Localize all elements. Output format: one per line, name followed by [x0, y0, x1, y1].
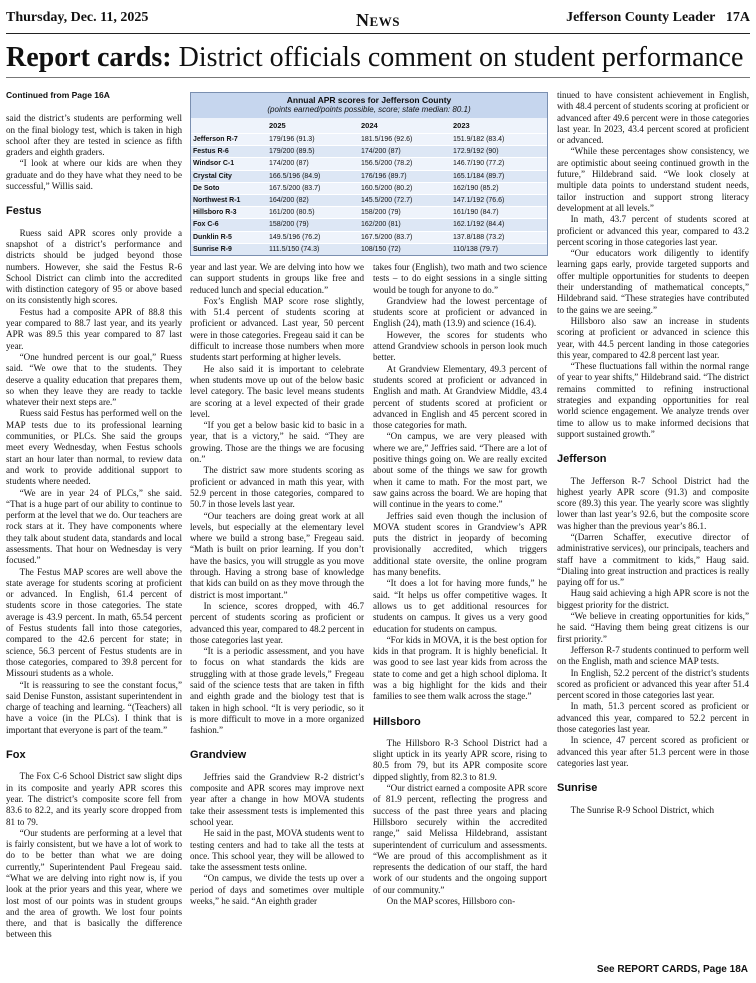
- score-2024-cell: 158/200 (79): [361, 209, 401, 217]
- article-paragraph: Grandview had the lowest percentage of students score at proficient or advanced in English (24), math (13.9) and science (16.4).: [373, 295, 547, 329]
- article-paragraph: “We are in year 24 of PLCs,” she said. “That is a huge part of our ability to continue to perform at the level that we do. Our teachers are rock stars at it. They have components where they talk about student data, standards and local assessments. That hour on Wednesday is very focused.”: [6, 487, 182, 566]
- article-paragraph: Ruess said APR scores only provide a snapshot of a district’s performance and districts should be judged beyond those numbers. However, she said the Festus R-6 School District can climb into the accredited with distinction category of 95 or above based on its consistently high scores.: [6, 227, 182, 306]
- article-paragraph: “One hundred percent is our goal,” Ruess said. “We owe that to the students. They deserve a quality education that prepares them, so when they leave they are ready to tackle whatever their next steps are.”: [6, 351, 182, 408]
- score-2023-cell: 162.1/192 (84.4): [453, 221, 505, 229]
- continued-from: Continued from Page 16A: [6, 90, 110, 100]
- article-paragraph: In math, 43.7 percent of students scored at proficient or advanced this year, compared to 43.2 percent scoring in those categories last year.: [557, 214, 749, 247]
- district-cell: Crystal City: [193, 172, 232, 180]
- score-2024-cell: 167.5/200 (83.7): [361, 233, 413, 241]
- article-column-2: [190, 262, 364, 907]
- year-2023-header: 2023: [453, 121, 470, 130]
- table-row: [191, 243, 547, 255]
- article-paragraph: “On campus, we are very pleased with where we are,” Jeffries said. “There are a lot of positive things going on. We are really excited about some of the things we saw for growth when it came to math. For the most part, we saw gains across the board. We are hoping that will continue in the years to come.”: [373, 431, 547, 510]
- article-paragraph: “(Darren Schaffer, executive director of administrative services), our principals, teachers and staff have a commitment to kids,” Haug said. “Dialing into great instruction and practices is really paying off for us.”: [557, 531, 749, 588]
- article-paragraph: Jefferson R-7 students continued to perform well on the English, math and science MAP tests.: [557, 644, 749, 667]
- section-subhead: Jefferson: [557, 453, 607, 466]
- district-cell: Northwest R-1: [193, 196, 241, 204]
- article-paragraph: In science, 47 percent scored as proficient or advanced this year after 51.3 percent were in those categories last year.: [557, 735, 749, 768]
- article-paragraph: In science, scores dropped, with 46.7 percent of students scoring as proficient or advanced this year, compared to 48.2 percent in those categories last year.: [190, 600, 364, 645]
- score-2025-cell: 158/200 (79): [269, 221, 309, 229]
- score-2024-cell: 176/196 (89.7): [361, 172, 407, 180]
- article-paragraph: “Our students are performing at a level that is fairly consistent, but we have a lot of work to do to be better than what we are doing currently,” Superintendent Paul Fregeau said. “What we are delving into right now is, if you look at the prior years and this year, where we lost most of our points was in student groups and the area of growth. We lost four points there, and that is basically the difference between this: [6, 827, 182, 940]
- table-subtitle: (points earned/points possible, score; state median: 80.1): [267, 105, 471, 114]
- article-paragraph: The Sunrise R-9 School District, which: [570, 804, 715, 815]
- section-subhead: Grandview: [190, 749, 247, 762]
- district-cell: Festus R-6: [193, 148, 229, 156]
- year-2024-header: 2024: [361, 121, 378, 130]
- article-paragraph: On the MAP scores, Hillsboro con-: [386, 896, 516, 907]
- section-name: News: [356, 10, 400, 30]
- section-subhead: Hillsboro: [373, 715, 421, 728]
- section-subhead: Fox: [6, 749, 26, 762]
- table-row: [191, 145, 547, 157]
- section-subhead: Festus: [6, 205, 42, 218]
- article-column-1: [6, 90, 182, 941]
- continued-on: See REPORT CARDS, Page 18A: [596, 964, 748, 975]
- score-2025-cell: 111.5/150 (74.3): [269, 245, 320, 253]
- article-paragraph: Festus had a composite APR of 88.8 this year compared to 88.7 last year, and its yearly APR was 89.5 this year compared to 87 last year.: [6, 306, 182, 351]
- score-2023-cell: 146.7/190 (77.2): [453, 160, 505, 168]
- table-header-row: [191, 118, 547, 133]
- article-paragraph: At Grandview Elementary, 49.3 percent of students scored at proficient or advanced in English and math. At Grandview Middle, 43.4 percent of students scored at proficient or advanced in English and 45 percent scored in those categories for math.: [373, 363, 547, 431]
- article-paragraph: “For kids in MOVA, it is the best option for kids in that program. It is highly beneficial. It was good to see last year kids from across the state to come and get a high school diploma. It was a big highlight for the kids and their families to see them walk across the stage.”: [373, 634, 547, 702]
- article-paragraph: takes four (English), two math and two science tests – to do eight sessions in a single sitting would be tough for anyone to do.”: [373, 262, 547, 295]
- score-2025-cell: 179/196 (91.3): [269, 136, 315, 143]
- score-2024-cell: 160.5/200 (80.2): [361, 184, 413, 192]
- article-paragraph: The Jefferson R-7 School District had the highest yearly APR score (91.3) and composite score (89.3) this year. The yearly score was slightly lower than last year’s 92.6, but the composite score was higher than the previous year’s 86.1.: [557, 475, 749, 531]
- district-cell: De Soto: [193, 184, 220, 192]
- article-paragraph: Hillsboro also saw an increase in students scoring at proficient or advanced in science this year, with 44.5 percent landing in those categories this year, compared to 42.8 percent last year.: [557, 315, 749, 360]
- article-paragraph: Fox’s English MAP score rose slightly, with 51.4 percent of students scoring at proficient or advanced. Last year, 50 percent were in those categories. Fregeau said it can be difficult to increase those numbers when more students start performing at higher levels.: [190, 295, 364, 363]
- page-number: 17A: [725, 10, 750, 25]
- paper-and-page: [566, 10, 750, 26]
- article-paragraph: In math, 51.3 percent scored as proficient or advanced this year, compared to 52.2 percent in those categories last year.: [557, 701, 749, 735]
- article-paragraph: “If you get a below basic kid to basic in a year, that is a victory,” he said. “They are growing. Those are the things we are focusing on.”: [190, 420, 364, 465]
- table-row: [191, 206, 547, 218]
- article-paragraph: He also said it is important to celebrate when students move up out of the below basic level category. The basic level means students are scoring at a level expected of their grade level.: [190, 363, 364, 419]
- table-row: [191, 133, 547, 145]
- article-paragraph: said the district’s students are performing well on the final biology test, which is taken in high school after they are tested in science as fifth graders and eighth graders.: [6, 113, 182, 158]
- score-2025-cell: 166.5/196 (84.9): [269, 172, 321, 180]
- district-cell: Windsor C-1: [193, 160, 235, 168]
- score-2023-cell: 147.1/192 (76.6): [453, 196, 505, 204]
- score-2023-cell: 165.1/184 (89.7): [453, 172, 505, 180]
- article-paragraph: “These fluctuations fall within the normal range of year to year shifts,” Hildebrand said. “The district remains committed to refining instructional strategies and expanding opportunities for real world science engagement. We analyze trends over time to allow us to make informed decisions that support sustained growth.”: [557, 361, 749, 439]
- article-paragraph: The Festus MAP scores are well above the state average for students scoring at proficient or advanced. In English, 61.4 percent of students score in those categories. The state average is 43.9 percent. In math, 65.54 percent of Festus students fall into those categories, compared to the 42.6 percent for state; in science, 56.3 percent of Festus students are in those categories, compared to 39.8 percent for Missouri students as a whole.: [6, 566, 182, 679]
- table-row: [191, 231, 547, 243]
- headline-rest: District officials comment on student performance: [171, 42, 744, 73]
- article-paragraph: tinued to have consistent achievement in English, with 48.4 percent of students scoring at proficient or advanced after 49.6 percent were in those categories last year. In 2023, 43.4 percent scored at proficient or advanced.: [557, 90, 749, 146]
- year-2025-header: 2025: [269, 121, 286, 130]
- score-2024-cell: 145.5/200 (72.7): [361, 196, 413, 204]
- score-2024-cell: 162/200 (81): [361, 221, 401, 229]
- score-2024-cell: 108/150 (72): [361, 245, 401, 253]
- article-paragraph: “It is reassuring to see the constant focus,” said Denise Funston, assistant superintendent in charge of teaching and learning. “(Teachers) all have a voice (in the PLCs). I think that is important that everyone is part of the team.”: [6, 679, 182, 735]
- table-row: [191, 255, 547, 256]
- article-paragraph: “It is a periodic assessment, and you have to focus on what standards the kids are struggling with at those grade levels,” Fregeau said of the science tests that are taken in fifth and eighth grade and the biology test that is taken in high school. “It is very periodic, so it is more difficult to move in a more organized fashion.”: [190, 646, 364, 736]
- table-title: Annual APR scores for Jefferson County: [286, 95, 452, 105]
- article-paragraph: However, the scores for students who attend Grandview schools in person look much better.: [373, 329, 547, 363]
- table-body: [191, 133, 547, 256]
- table-row: [191, 157, 547, 169]
- table-title-bar: [191, 93, 547, 118]
- article-paragraph: “Our educators work diligently to identify learning gaps early, provide targeted supports and offer multiple opportunities for students to deepen their understanding of mathematical concepts,” Hildebrand said. “These strategies have contributed to the gains we are seeing.”: [557, 248, 749, 315]
- district-cell: Sunrise R-9: [193, 245, 232, 253]
- table-row: [191, 182, 547, 194]
- score-2024-cell: 174/200 (87): [361, 148, 401, 156]
- score-2023-cell: 162/190 (85.2): [453, 184, 499, 192]
- score-2025-cell: 161/200 (80.5): [269, 209, 315, 217]
- score-2023-cell: 172.9/192 (90): [453, 148, 499, 156]
- apr-scores-table: [190, 92, 548, 256]
- article-paragraph: “Our teachers are doing great work at all levels, but especially at the elementary level where we build a strong base,” Fregeau said. “Math is built on prior learning. If you don’t have the basics, you will struggle as you move through. Having a strong base of knowledge that kids can build on as they move through the district is most important.”: [190, 510, 364, 600]
- article-paragraph: The district saw more students scoring as proficient or advanced in math this year, with 52.9 percent in those categories, compared to 50.7 in those levels last year.: [190, 465, 364, 510]
- article-paragraph: “It does a lot for having more funds,” he said. “It helps us offer competitive wages. It allows us to get additional resources for students on campus. It gives us a very good education for students on campus.: [373, 578, 547, 634]
- district-cell: Dunklin R-5: [193, 233, 232, 241]
- district-cell: Fox C-6: [193, 221, 219, 229]
- article-paragraph: Haug said achieving a high APR score is not the biggest priority for the district.: [557, 588, 749, 610]
- table-row: [191, 170, 547, 182]
- article-paragraph: “We believe in creating opportunities for kids,” he said. “Having them being great citizens is our first priority.”: [557, 611, 749, 644]
- article-paragraph: Ruess said Festus has performed well on the MAP tests due to its professional learning communities, or PLCs. She said the groups meet every Wednesday, when Festus schools start an hour later than normal, to review data and work to provide additional support to students where needed.: [6, 408, 182, 487]
- article-paragraph: “While these percentages show consistency, we are optimistic about seeing continued growth in the future,” Hildebrand said. “We look closely at multiple data points to understand student needs, tailor instruction and support strong literacy development at all levels.”: [557, 146, 749, 213]
- district-cell: Jefferson R-7: [193, 136, 238, 143]
- score-2023-cell: 137.8/188 (73.2): [453, 233, 505, 241]
- article-column-3: [373, 262, 547, 907]
- article-column-4: [557, 90, 749, 816]
- running-header: [6, 10, 750, 32]
- headline-lead: Report cards:: [6, 42, 172, 73]
- issue-date: Thursday, Dec. 11, 2025: [6, 10, 149, 25]
- headline: [6, 40, 750, 76]
- article-paragraph: Jeffries said the Grandview R-2 district’s composite and APR scores may improve next year after a change in how MOVA students take their assessment tests is implemented this school year.: [190, 771, 364, 827]
- article-paragraph: “On campus, we divide the tests up over a period of days and sometimes over multiple weeks,” he said. “An eighth grader: [190, 873, 364, 907]
- article-paragraph: “Our district earned a composite APR score of 81.9 percent, reflecting the progress and success of the past three years and placing Hillsboro securely within the accredited range,” said Melissa Hildebrand, assistant superintendent of curriculum and assessments. “We are proud of this accomplishment as it represents the dedication of our staff, the hard work of our students and the ongoing support of our community.”: [373, 783, 547, 895]
- score-2024-cell: 156.5/200 (78.2): [361, 160, 413, 168]
- table-row: [191, 218, 547, 230]
- district-cell: Hillsboro R-3: [193, 209, 237, 217]
- paper-name: Jefferson County Leader: [566, 10, 716, 25]
- score-2025-cell: 167.5/200 (83.7): [269, 184, 321, 192]
- score-2023-cell: 161/190 (84.7): [453, 209, 499, 217]
- headline-rule: [6, 77, 750, 78]
- score-2024-cell: 181.5/196 (92.6): [361, 136, 413, 143]
- article-paragraph: In English, 52.2 percent of the district’s students scored as proficient or advanced this year after 51.4 percent scored in those categories last year.: [557, 667, 749, 701]
- score-2025-cell: 179/200 (89.5): [269, 148, 315, 156]
- article-paragraph: Jeffries said even though the inclusion of MOVA student scores in Grandview’s APR puts the district in jeopardy of becoming provisionally accredited, which triggers additional state oversite, the online program has many benefits.: [373, 510, 547, 578]
- score-2025-cell: 174/200 (87): [269, 160, 309, 168]
- article-paragraph: The Hillsboro R-3 School District had a slight uptick in its yearly APR score, rising to 80.5 from 79, but its APR composite score dipped slightly, from 82.3 to 81.9.: [373, 737, 547, 782]
- table-row: [191, 194, 547, 206]
- score-2023-cell: 151.9/182 (83.4): [453, 136, 505, 143]
- header-rule: [6, 33, 750, 34]
- score-2025-cell: 164/200 (82): [269, 196, 309, 204]
- article-paragraph: The Fox C-6 School District saw slight dips in its composite and yearly APR scores this year. The district’s composite score fell from 83.6 to 82.2, and its yearly score dropped from 81 to 79.: [6, 771, 182, 827]
- article-paragraph: year and last year. We are delving into how we can support students in groups like free and reduced lunch and special education.”: [190, 262, 364, 295]
- section-subhead: Sunrise: [557, 782, 598, 795]
- score-2025-cell: 149.5/196 (76.2): [269, 233, 321, 241]
- score-2023-cell: 110/138 (79.7): [453, 245, 499, 253]
- article-paragraph: He said in the past, MOVA students went to testing centers and had to take all the tests at once. This school year, they will be allowed to take the assessment tests online.: [190, 828, 364, 873]
- article-paragraph: “I look at where our kids are when they graduate and do they have what they need to be successful,” Willis said.: [6, 158, 182, 192]
